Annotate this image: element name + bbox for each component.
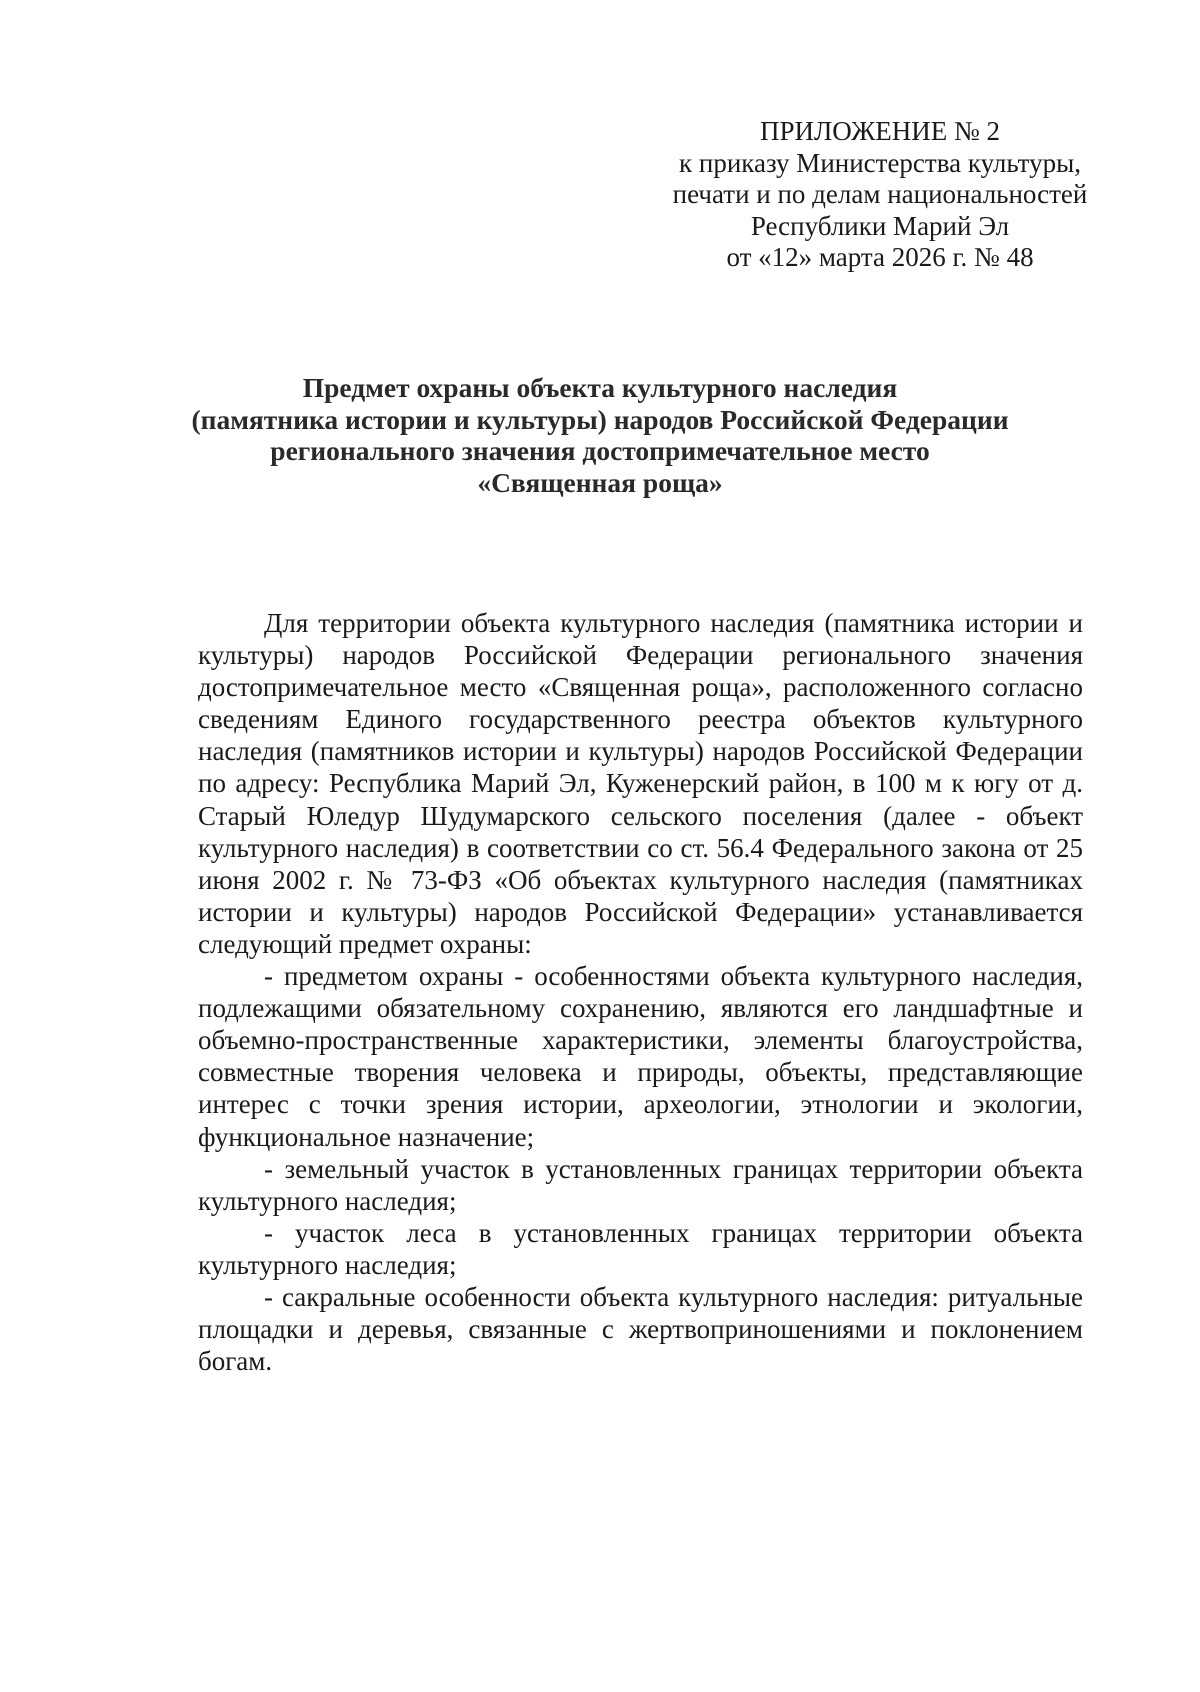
body-list-item-4: - сакральные особенности объекта культурного наследия: ритуальные площадки и деревья, связанные с жертвоприношениями и поклонением богам. [198, 1281, 1083, 1377]
appendix-number: ПРИЛОЖЕНИЕ № 2 [759, 116, 1001, 146]
appendix-ministry-line: печати и по делам национальностей [672, 179, 1088, 210]
body-intro-paragraph: Для территории объекта культурного наследия (памятника истории и культуры) народов Российской Федерации регионального значения достопримечательное место «Священная роща», расположенного согласно сведениям Единого государственного реестра объектов культурного наследия (памятников истории и культуры) народов Российской Федерации по адресу: Республика Марий Эл, Куженерский район, в 100 м к югу от д. Старый Юледур Шудумарского сельского поселения (далее - объект культурного наследия) в соответствии со ст. 56.4 Федерального закона от 25 июня 2002 г. № 73-ФЗ «Об объектах культурного наследия (памятниках истории и культуры) народов Российской Федерации» устанавливается следующий предмет охраны: [198, 608, 1083, 959]
appendix-date-line: от «12» марта 2026 г. № 48 [726, 242, 1034, 273]
title-line-1: Предмет охраны объекта культурного наследия [302, 372, 898, 403]
body-list-item-1: - предметом охраны - особенностями объекта культурного наследия, подлежащими обязательному сохранению, являются его ландшафтные и объемно-пространственные характеристики, элементы благоустройства, совместные творения человека и природы, объекты, представляющие интерес с точки зрения истории, археологии, этнологии и экологии, функциональное назначение; [198, 961, 1083, 1152]
body-list-item-2: - земельный участок в установленных границах территории объекта культурного наследия; [198, 1153, 1083, 1216]
title-line-2: (памятника истории и культуры) народов Российской Федерации [191, 403, 1009, 435]
document-body [198, 607, 1083, 1377]
title-line-4: «Священная роща» [477, 466, 723, 498]
body-list-item-3: - участок леса в установленных границах территории объекта культурного наследия; [198, 1217, 1083, 1280]
appendix-header [630, 116, 1130, 274]
appendix-republic-line: Республики Марий Эл [750, 210, 1010, 241]
appendix-order-line: к приказу Министерства культуры, [679, 147, 1081, 178]
title-line-3: регионального значения достопримечательное место [270, 435, 930, 466]
document-title [150, 372, 1050, 498]
